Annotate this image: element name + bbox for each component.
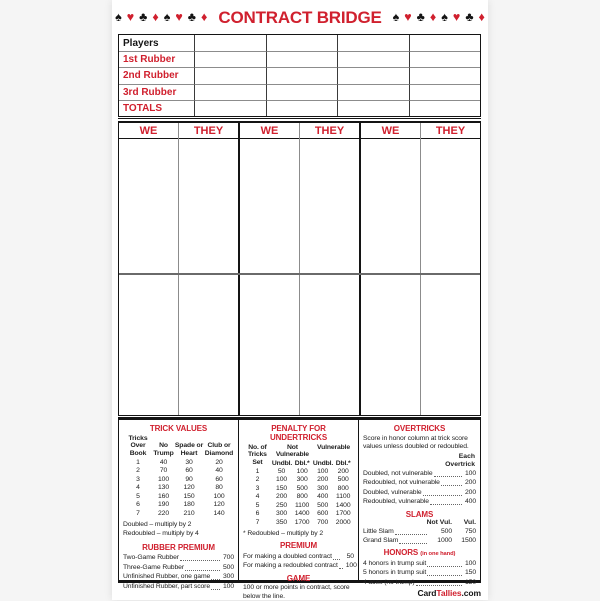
leader-label: For making a redoubled contract bbox=[243, 562, 338, 570]
sheet-header bbox=[112, 9, 488, 26]
leader-label: Two-Game Rubber bbox=[123, 554, 179, 562]
table-cell bbox=[409, 35, 481, 51]
table-cell bbox=[194, 35, 266, 51]
table-cell bbox=[266, 100, 338, 116]
table-cell: Club or Diamond bbox=[204, 442, 234, 458]
leader-label: 4 honors in trump suit bbox=[363, 559, 427, 567]
overtricks-intro: Score in honor column at trick score values unless doubled or redoubled. bbox=[363, 434, 469, 450]
leader-row bbox=[363, 559, 476, 569]
table-cell: 50 bbox=[277, 467, 286, 475]
subhead-dbl: Dbl.* bbox=[335, 459, 351, 467]
table-cell: 200 bbox=[276, 493, 288, 501]
leader-row bbox=[123, 582, 234, 592]
leader-value: 100 bbox=[464, 559, 476, 567]
table-cell: 1400 bbox=[335, 501, 351, 509]
table-cell: 700 bbox=[317, 518, 329, 526]
table-cell: 120 bbox=[213, 501, 225, 509]
footer-tallies: Tallies bbox=[436, 588, 462, 598]
leader-value: 200 bbox=[464, 479, 476, 486]
table-cell: 1 bbox=[255, 467, 260, 475]
leader-value: 100 bbox=[222, 582, 234, 590]
leader-value: 750 bbox=[464, 527, 476, 535]
table-cell: 1100 bbox=[294, 501, 310, 509]
score-cell-area bbox=[179, 139, 238, 415]
leader-label: Grand Slam bbox=[363, 537, 399, 544]
heart-icon: ♥ bbox=[126, 10, 135, 25]
leader-row bbox=[363, 469, 476, 479]
leader-value: 500 bbox=[222, 563, 234, 571]
club-icon: ♣ bbox=[187, 10, 196, 25]
table-cell: No Trump bbox=[153, 442, 174, 458]
table-cell: 600 bbox=[317, 510, 329, 518]
leader-label: Redoubled, vulnerable bbox=[363, 498, 429, 505]
table-cell: 7 bbox=[255, 518, 260, 526]
table-cell bbox=[194, 67, 266, 83]
table-cell bbox=[409, 51, 481, 67]
leader-row bbox=[363, 568, 476, 578]
subhead-dbl: Dbl.* bbox=[294, 459, 310, 467]
penalty-table bbox=[243, 468, 354, 528]
table-cell: 150 bbox=[183, 492, 195, 500]
table-cell bbox=[337, 67, 409, 83]
table-cell: TOTALS bbox=[119, 100, 194, 116]
honors-title-text: HONORS bbox=[383, 547, 419, 557]
club-icon: ♣ bbox=[416, 10, 425, 25]
leader-value: 150 bbox=[464, 569, 476, 576]
leader-label: Little Slam bbox=[363, 527, 394, 535]
rubber-premium-title: RUBBER PREMIUM bbox=[142, 542, 215, 552]
trick-values-title: TRICK VALUES bbox=[149, 424, 208, 433]
dot-leader bbox=[427, 566, 462, 567]
table-cell bbox=[337, 84, 409, 100]
table-cell bbox=[266, 35, 338, 51]
leader-value: 100 bbox=[464, 469, 476, 477]
table-cell: 160 bbox=[157, 492, 170, 500]
table-cell: 5 bbox=[255, 501, 260, 509]
table-cell: 60 bbox=[185, 467, 193, 475]
dot-leader bbox=[434, 476, 463, 477]
column-header-we: WE bbox=[119, 123, 178, 139]
dot-leader bbox=[427, 575, 462, 576]
leader-row bbox=[363, 578, 476, 588]
table-cell: 7 bbox=[136, 509, 140, 517]
dot-leader bbox=[211, 579, 220, 580]
players-table bbox=[118, 34, 481, 117]
table-cell: 350 bbox=[276, 518, 288, 526]
subhead-undbl: Undbl. bbox=[271, 459, 293, 467]
leader-row bbox=[123, 572, 234, 582]
score-cell-area bbox=[119, 139, 178, 415]
penalty-header bbox=[243, 444, 354, 468]
leader-label: Redoubled, not vulnerable bbox=[363, 479, 440, 486]
table-cell: 100 bbox=[296, 467, 308, 475]
score-grid bbox=[118, 123, 481, 415]
trick-values-column bbox=[119, 420, 239, 590]
table-cell: 800 bbox=[337, 484, 349, 492]
suit-icons-left bbox=[115, 11, 207, 24]
game-title: GAME bbox=[286, 573, 311, 583]
premium-title: PREMIUM bbox=[279, 541, 318, 551]
honors-list bbox=[363, 559, 476, 588]
table-cell: 90 bbox=[185, 475, 193, 483]
table-cell: 40 bbox=[159, 458, 168, 466]
table-cell: 200 bbox=[337, 467, 349, 475]
table-cell: 500 bbox=[296, 484, 308, 492]
table-cell bbox=[409, 100, 481, 116]
table-cell bbox=[409, 84, 481, 100]
dot-leader bbox=[333, 559, 340, 560]
slams-list bbox=[363, 527, 476, 546]
dot-leader bbox=[395, 534, 427, 535]
dot-leader bbox=[339, 568, 343, 569]
table-cell: 400 bbox=[317, 493, 329, 501]
suit-icons-right bbox=[393, 11, 485, 24]
leader-row bbox=[363, 488, 476, 498]
leader-row bbox=[123, 553, 234, 563]
table-cell: 1st Rubber bbox=[119, 51, 194, 67]
heart-icon: ♥ bbox=[404, 10, 412, 25]
table-cell: 210 bbox=[183, 509, 195, 517]
table-cell bbox=[194, 84, 266, 100]
table-cell: 500 bbox=[337, 476, 349, 484]
table-cell: Players bbox=[123, 37, 159, 49]
table-cell: 20 bbox=[215, 458, 223, 466]
subhead-undbl: Undbl. bbox=[312, 459, 334, 467]
score-sheet bbox=[112, 0, 488, 600]
table-cell: 40 bbox=[215, 467, 223, 475]
overtricks-title: OVERTRICKS bbox=[393, 424, 446, 433]
slams-header bbox=[363, 519, 476, 527]
page-title: CONTRACT BRIDGE bbox=[218, 8, 382, 27]
table-cell: 1 bbox=[136, 458, 140, 466]
game-text: 100 or more points in contract, score below the line. bbox=[243, 584, 350, 600]
table-cell: 6 bbox=[255, 510, 260, 518]
leader-row bbox=[363, 497, 476, 507]
table-cell: 300 bbox=[276, 510, 288, 518]
table-cell: 220 bbox=[157, 509, 170, 517]
grid-column-we-3 bbox=[361, 123, 421, 415]
table-cell bbox=[194, 100, 266, 116]
score-cell-area bbox=[361, 139, 420, 415]
table-cell: 200 bbox=[317, 476, 329, 484]
table-cell: 100 bbox=[213, 492, 225, 500]
trick-values-table bbox=[123, 459, 234, 519]
footer-card: Card bbox=[417, 588, 437, 598]
the-line-divider bbox=[119, 273, 480, 275]
spade-icon: ♠ bbox=[115, 10, 122, 25]
not-vul-header: Not Vul. bbox=[426, 518, 452, 526]
grid-column-they-1 bbox=[179, 123, 240, 415]
column-header-they: THEY bbox=[421, 123, 480, 139]
table-cell bbox=[266, 51, 338, 67]
doubled-note: Doubled – multiply by 2 bbox=[123, 521, 192, 529]
premium-list bbox=[243, 552, 357, 571]
leader-row bbox=[363, 527, 476, 537]
each-overtrick-label: Each Overtrick bbox=[445, 452, 475, 468]
penalty-title: PENALTY FOR UNDERTRICKS bbox=[269, 424, 328, 442]
leader-row bbox=[363, 536, 476, 546]
table-cell: 60 bbox=[215, 475, 223, 483]
table-cell: 800 bbox=[296, 493, 308, 501]
dot-leader bbox=[211, 589, 220, 590]
table-cell: 130 bbox=[157, 484, 170, 492]
penalty-column bbox=[239, 420, 359, 600]
table-cell: 3rd Rubber bbox=[119, 84, 194, 100]
overtricks-column bbox=[359, 420, 480, 586]
leader-label: Doubled, not vulnerable bbox=[363, 469, 433, 477]
table-cell: 6 bbox=[136, 501, 140, 509]
table-cell: 2000 bbox=[335, 518, 351, 526]
table-cell: 4 bbox=[255, 493, 260, 501]
table-cell: 250 bbox=[276, 501, 288, 509]
heart-icon: ♥ bbox=[175, 10, 183, 25]
dot-leader bbox=[441, 485, 462, 486]
table-cell bbox=[266, 67, 338, 83]
vul-header: Vul. bbox=[463, 518, 476, 526]
table-cell bbox=[266, 84, 338, 100]
trick-values-header bbox=[123, 435, 234, 459]
diamond-icon: ♦ bbox=[478, 10, 485, 25]
leader-value: 100 bbox=[345, 562, 357, 570]
leader-label: Doubled, vulnerable bbox=[363, 488, 422, 496]
redoubled-penalty-note: * Redoubled – multiply by 2 bbox=[243, 530, 324, 538]
leader-value: 400 bbox=[464, 498, 476, 505]
leader-label: For making a doubled contract bbox=[243, 552, 332, 560]
dot-leader bbox=[416, 585, 462, 586]
table-cell bbox=[337, 51, 409, 67]
table-cell: 2 bbox=[255, 476, 260, 484]
dot-leader bbox=[430, 504, 462, 505]
grid-column-they-2 bbox=[300, 123, 361, 415]
grid-column-we-2 bbox=[240, 123, 300, 415]
dot-leader bbox=[423, 495, 462, 496]
table-cell: 150 bbox=[276, 484, 288, 492]
score-cell-area bbox=[300, 139, 359, 415]
table-cell bbox=[194, 51, 266, 67]
leader-row bbox=[123, 563, 234, 573]
overtricks-list bbox=[363, 469, 476, 507]
score-cell-area bbox=[240, 139, 299, 415]
score-cell-area bbox=[421, 139, 480, 415]
leader-label: 5 honors in trump suit bbox=[363, 569, 427, 576]
table-cell: 1700 bbox=[294, 518, 310, 526]
table-cell: 3 bbox=[255, 484, 260, 492]
leader-value: 150 bbox=[464, 578, 476, 586]
grid-column-they-3 bbox=[421, 123, 480, 415]
table-cell: 140 bbox=[213, 509, 225, 517]
table-cell: 30 bbox=[185, 458, 193, 466]
heart-icon: ♥ bbox=[452, 10, 461, 25]
leader-row bbox=[363, 478, 476, 488]
footer-com: .com bbox=[461, 588, 481, 598]
leader-value: 200 bbox=[464, 488, 476, 496]
dot-leader bbox=[180, 560, 220, 561]
dot-leader bbox=[399, 543, 427, 544]
table-cell: 1100 bbox=[336, 493, 351, 501]
leader-value: 1000 bbox=[437, 537, 452, 544]
leader-label: Three-Game Rubber bbox=[123, 563, 185, 571]
spade-icon: ♠ bbox=[441, 10, 448, 25]
honors-title bbox=[363, 548, 476, 559]
table-cell bbox=[337, 35, 409, 51]
leader-row bbox=[243, 561, 357, 571]
table-cell: 2nd Rubber bbox=[119, 67, 194, 83]
spade-icon: ♠ bbox=[163, 10, 171, 25]
leader-row bbox=[243, 552, 354, 562]
diamond-icon: ♦ bbox=[152, 10, 159, 25]
table-cell: 100 bbox=[157, 475, 170, 483]
table-cell: 300 bbox=[317, 484, 329, 492]
table-cell bbox=[409, 67, 481, 83]
cardtallies-link[interactable] bbox=[417, 588, 481, 598]
club-icon: ♣ bbox=[139, 10, 148, 25]
table-cell: 100 bbox=[317, 467, 329, 475]
table-cell: 4 bbox=[136, 484, 140, 492]
leader-value: 50 bbox=[346, 552, 354, 560]
table-cell: 120 bbox=[183, 484, 195, 492]
table-cell: Spade or Heart bbox=[174, 442, 204, 458]
table-cell: 100 bbox=[276, 476, 288, 484]
table-cell: 5 bbox=[136, 492, 140, 500]
table-cell: 1700 bbox=[335, 510, 351, 518]
leader-value: 300 bbox=[222, 573, 234, 581]
column-header-we: WE bbox=[240, 123, 299, 139]
table-cell bbox=[337, 100, 409, 116]
table-cell: 2 bbox=[136, 467, 140, 475]
table-cell: 180 bbox=[183, 501, 195, 509]
dot-leader bbox=[185, 570, 220, 571]
spade-icon: ♠ bbox=[392, 10, 400, 25]
rubber-premium-list bbox=[123, 553, 234, 591]
column-header-we: WE bbox=[361, 123, 420, 139]
slams-title: SLAMS bbox=[405, 509, 434, 519]
leader-value: 1500 bbox=[461, 537, 476, 544]
column-header-they: THEY bbox=[179, 123, 238, 139]
diamond-icon: ♦ bbox=[201, 10, 208, 25]
leader-value: 700 bbox=[222, 554, 234, 562]
club-icon: ♣ bbox=[465, 10, 474, 25]
column-header-they: THEY bbox=[300, 123, 359, 139]
penalty-col1-header: No. of Tricks Set bbox=[248, 443, 267, 467]
table-cell: 190 bbox=[157, 501, 170, 509]
table-cell: 70 bbox=[159, 467, 168, 475]
leader-label: Unfinished Rubber, one game bbox=[123, 573, 211, 581]
table-cell: 300 bbox=[296, 476, 308, 484]
not-vulnerable-group-header: Not Vulnerable bbox=[275, 443, 309, 459]
leader-value: 500 bbox=[440, 527, 452, 535]
redoubled-note: Redoubled – multiply by 4 bbox=[123, 530, 199, 538]
leader-label: Unfinished Rubber, part score bbox=[123, 582, 211, 590]
table-cell: 3 bbox=[136, 475, 140, 483]
leader-label: 4 aces (no trump) bbox=[363, 578, 415, 586]
table-cell: 500 bbox=[317, 501, 329, 509]
table-cell: 80 bbox=[215, 484, 223, 492]
table-cell: 1400 bbox=[294, 510, 310, 518]
vulnerable-group-header: Vulnerable bbox=[316, 443, 350, 451]
grid-column-we-1 bbox=[119, 123, 179, 415]
honors-subtitle: (in one hand) bbox=[420, 550, 456, 557]
diamond-icon: ♦ bbox=[429, 10, 437, 25]
table-cell: Tricks Over Book bbox=[128, 434, 148, 458]
